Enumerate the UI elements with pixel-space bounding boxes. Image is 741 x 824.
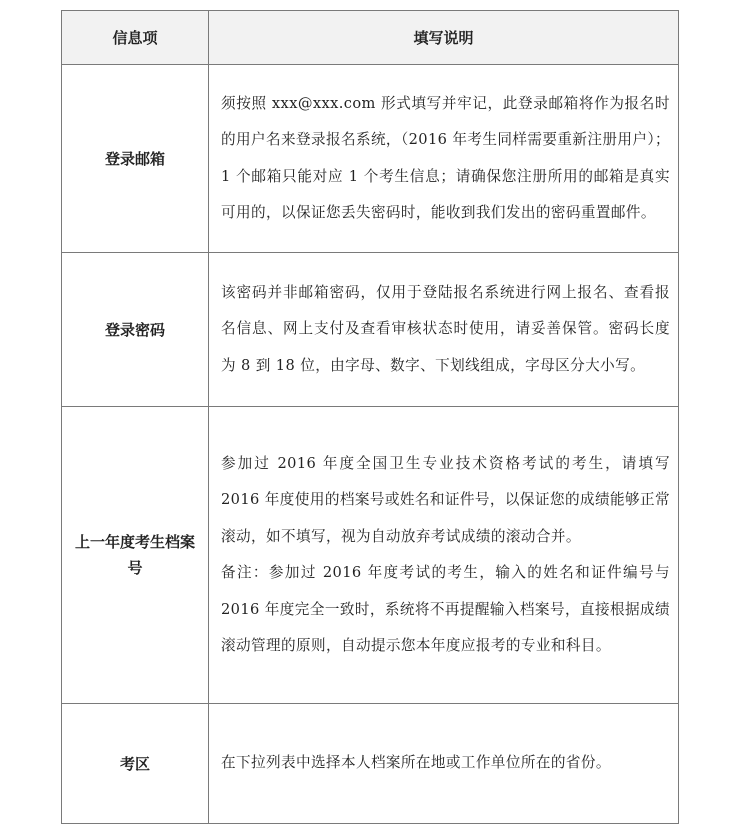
- desc-paragraph: 在下拉列表中选择本人档案所在地或工作单位所在的省份。: [221, 754, 611, 772]
- info-table: [61, 10, 679, 824]
- row-desc-archive-number: [209, 407, 679, 704]
- row-desc-password: [209, 253, 679, 407]
- desc-note-paragraph: 备注：参加过 2016 年度考试的考生，输入的姓名和证件编号与 2016 年度完全一致时，系统将不再提醒输入档案号，直接根据成绩滚动管理的原则，自动提示您本年度应报考的专业和科目。: [221, 564, 670, 654]
- table-row: [62, 407, 679, 704]
- row-desc-email: [209, 65, 679, 253]
- header-instructions: 填写说明: [209, 11, 679, 65]
- row-label-exam-area: 考区: [62, 704, 209, 824]
- row-label-email: 登录邮箱: [62, 65, 209, 253]
- desc-paragraph: 该密码并非邮箱密码，仅用于登陆报名系统进行网上报名、查看报名信息、网上支付及查看审核状态时使用，请妥善保管。密码长度为 8 到 18 位，由字母、数字、下划线组成，字母区分大小写。: [221, 283, 670, 374]
- table-row: [62, 704, 679, 824]
- row-label-archive-number: 上一年度考生档案号: [62, 407, 209, 704]
- desc-paragraph: 参加过 2016 年度全国卫生专业技术资格考试的考生，请填写 2016 年度使用的档案号或姓名和证件号，以保证您的成绩能够正常滚动，如不填写，视为自动放弃考试成绩的滚动合并。: [221, 454, 670, 545]
- row-desc-exam-area: [209, 704, 679, 824]
- table-header-row: [62, 11, 679, 65]
- table-row: [62, 253, 679, 407]
- row-label-password: 登录密码: [62, 253, 209, 407]
- table-row: [62, 65, 679, 253]
- header-info-item: 信息项: [62, 11, 209, 65]
- desc-paragraph: 须按照 xxx@xxx.com 形式填写并牢记，此登录邮箱将作为报名时的用户名来登录报名系统，（2016 年考生同样需要重新注册用户）；1 个邮箱只能对应 1 个考生信息；请确保您注册所用的邮箱是真实可用的，以保证您丢失密码时，能收到我们发出的密码重置邮件。: [221, 94, 671, 221]
